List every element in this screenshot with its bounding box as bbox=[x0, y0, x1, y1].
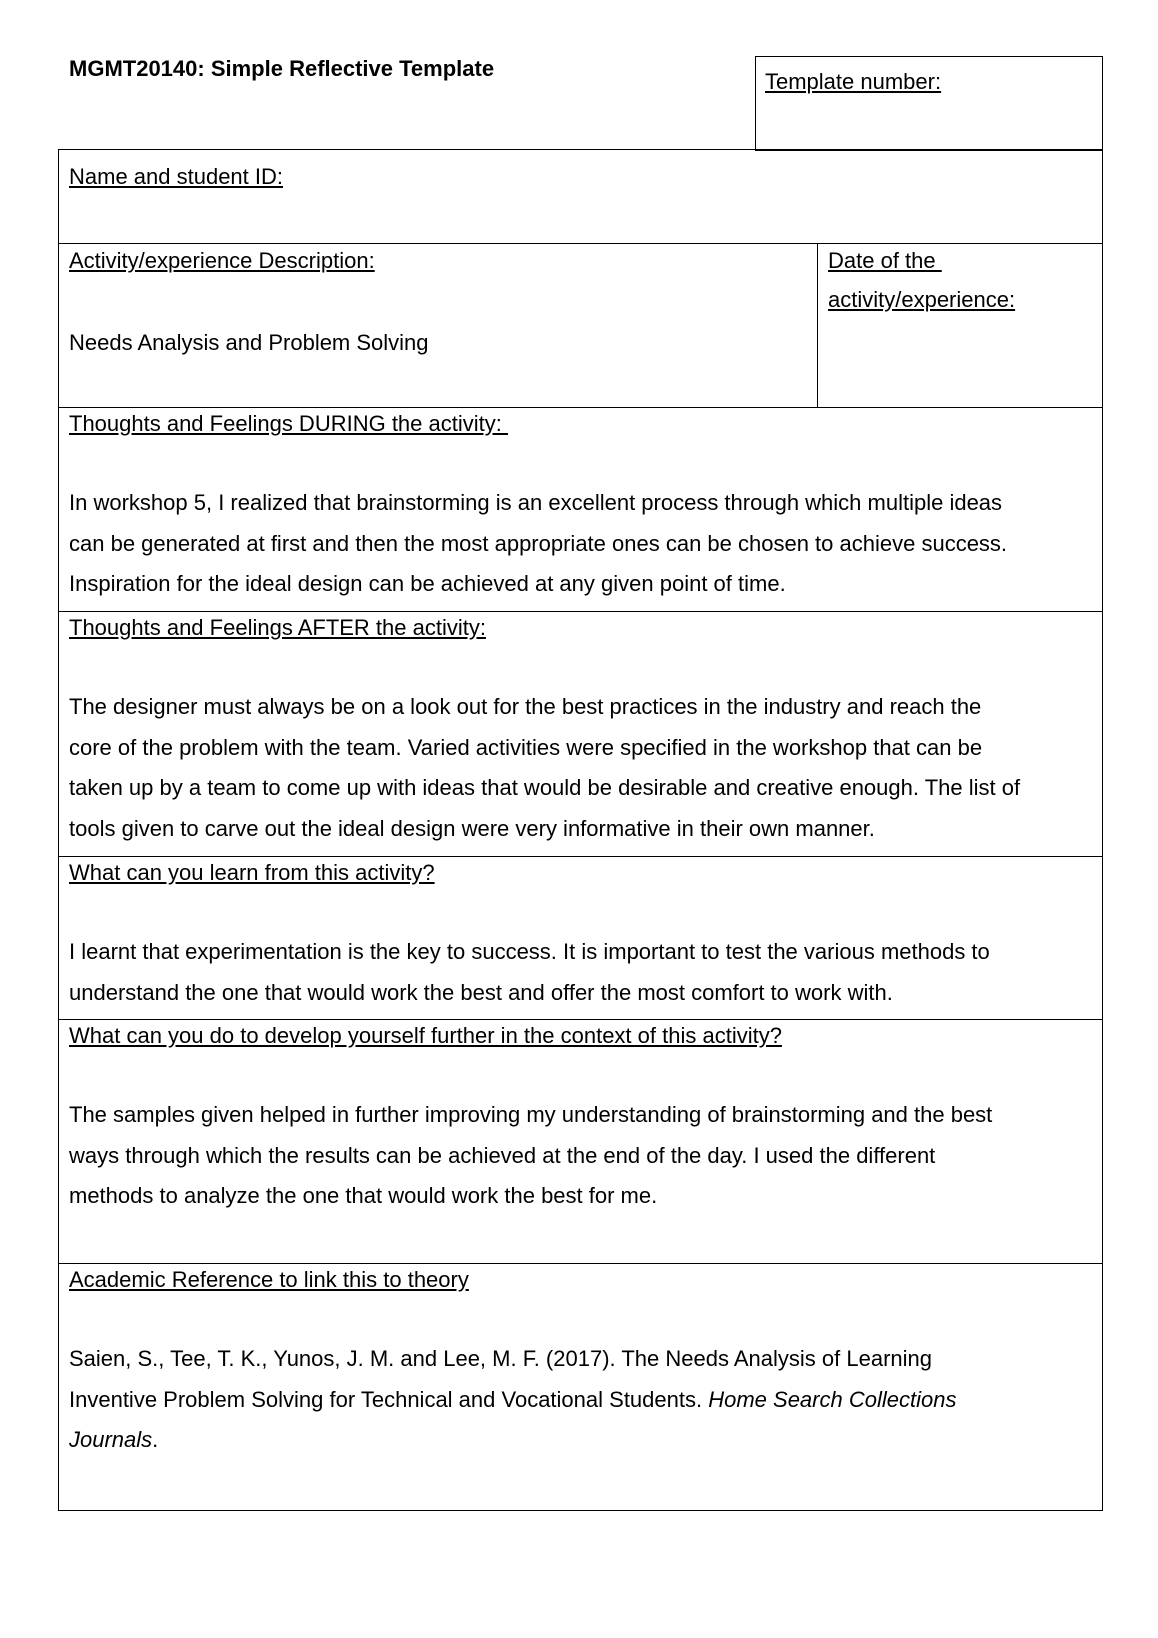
text-line: tools given to carve out the ideal design were very informative in their own manner. bbox=[69, 815, 875, 841]
text-line: The designer must always be on a look out for the best practices in the industry and reach the bbox=[69, 694, 982, 719]
academic-reference-text bbox=[69, 1339, 956, 1461]
text-line: In workshop 5, I realized that brainstorming is an excellent process through which multiple ideas bbox=[69, 490, 1003, 515]
learn-label: What can you learn from this activity? bbox=[69, 860, 435, 885]
thoughts-during-label: Thoughts and Feelings DURING the activity: bbox=[69, 411, 508, 436]
text-line: The samples given helped in further improving my understanding of brainstorming and the best bbox=[69, 1102, 993, 1127]
text-line bbox=[69, 1380, 956, 1421]
develop-text bbox=[69, 1095, 992, 1217]
activity-description-value: Needs Analysis and Problem Solving bbox=[69, 330, 429, 355]
reference-journal-cont: Journals bbox=[69, 1427, 153, 1452]
activity-description-label: Activity/experience Description: bbox=[69, 248, 375, 273]
reference-end: . bbox=[152, 1427, 159, 1452]
text-line: can be generated at first and then the most appropriate ones can be chosen to achieve success. bbox=[69, 530, 1008, 556]
learn-text bbox=[69, 932, 990, 1013]
template-number-label: Template number: bbox=[765, 69, 942, 94]
thoughts-after-text bbox=[69, 687, 1020, 849]
activity-date-label-line2: activity/experience: bbox=[828, 287, 1016, 312]
thoughts-after-label: Thoughts and Feelings AFTER the activity: bbox=[69, 615, 486, 640]
text-line: understand the one that would work the best and offer the most comfort to work with. bbox=[69, 979, 893, 1005]
academic-reference-label: Academic Reference to link this to theory bbox=[69, 1267, 469, 1292]
text-line: core of the problem with the team. Varied activities were specified in the workshop that can be bbox=[69, 734, 983, 760]
text-line: Inspiration for the ideal design can be achieved at any given point of time. bbox=[69, 571, 786, 596]
text-line: ways through which the results can be achieved at the end of the day. I used the different bbox=[69, 1142, 936, 1168]
document-title: MGMT20140: Simple Reflective Template bbox=[69, 56, 495, 81]
develop-label: What can you do to develop yourself further in the context of this activity? bbox=[69, 1023, 782, 1048]
text-line: I learnt that experimentation is the key to success. It is important to test the various methods to bbox=[69, 939, 990, 964]
name-student-id-label: Name and student ID: bbox=[69, 164, 284, 189]
divider bbox=[817, 243, 818, 407]
text-line: methods to analyze the one that would work the best for me. bbox=[69, 1183, 658, 1208]
reference-plain: Inventive Problem Solving for Technical and Vocational Students bbox=[69, 1386, 696, 1412]
thoughts-during-text bbox=[69, 483, 1007, 605]
reference-journal: Home Search Collections bbox=[708, 1386, 957, 1412]
activity-date-label-line1: Date of the bbox=[828, 248, 942, 273]
reference-italic-prefix: . bbox=[695, 1386, 709, 1412]
text-line bbox=[69, 1420, 956, 1461]
text-line: taken up by a team to come up with ideas that would be desirable and creative enough. The list of bbox=[69, 775, 1021, 800]
text-line: Saien, S., Tee, T. K., Yunos, J. M. and Lee, M. F. (2017). The Needs Analysis of Learning bbox=[69, 1346, 932, 1371]
